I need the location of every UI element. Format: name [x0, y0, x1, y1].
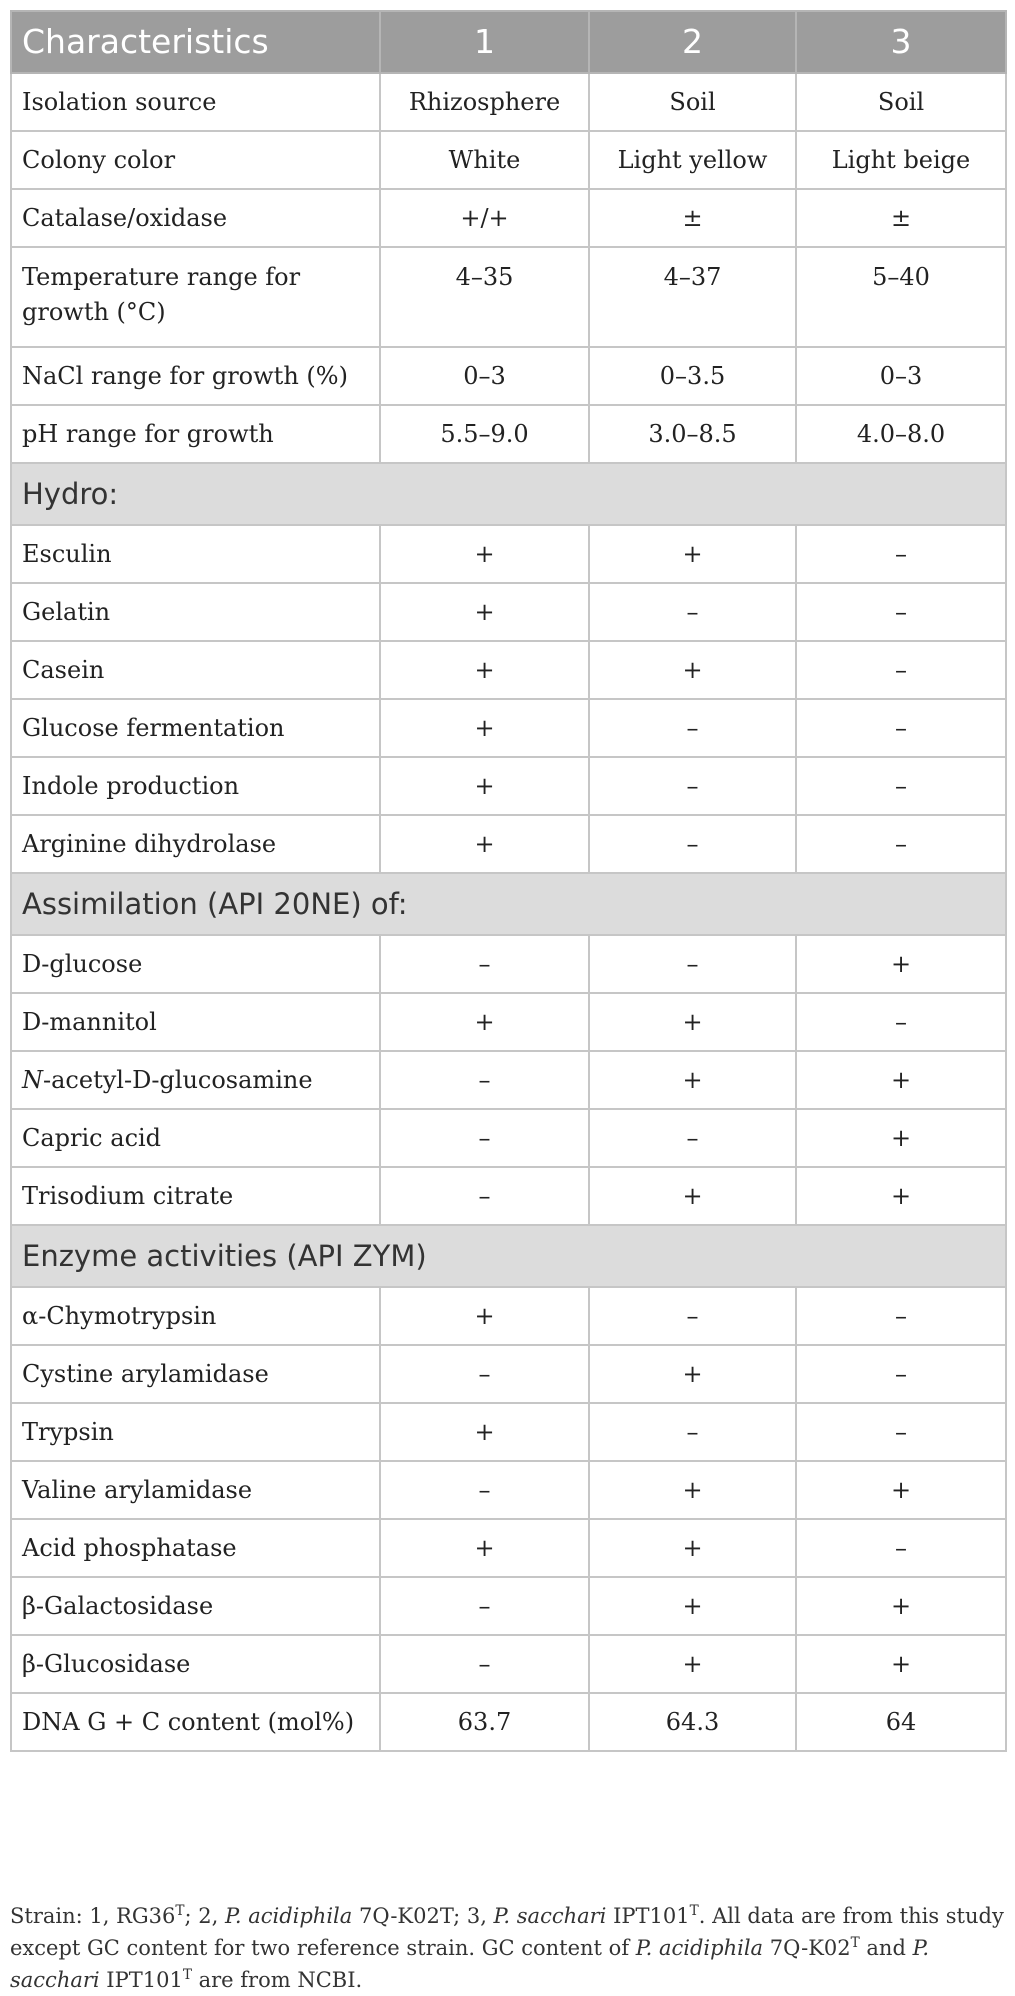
cell-strain-1: + [380, 641, 589, 699]
fn-text: 7Q-K02 [763, 1936, 851, 1960]
cell-strain-2: 4–37 [589, 247, 796, 347]
table-row [11, 583, 1006, 641]
cell-strain-1: + [380, 1287, 589, 1345]
cell-strain-2: + [589, 1167, 796, 1225]
table-header-row [11, 11, 1006, 73]
fn-sup: T [850, 1935, 860, 1951]
header-characteristics: Characteristics [11, 11, 380, 73]
cell-strain-2: + [589, 1635, 796, 1693]
fn-text: are from NCBI. [191, 1968, 363, 1992]
table-row [11, 405, 1006, 463]
cell-strain-1: 5.5–9.0 [380, 405, 589, 463]
cell-strain-3: + [796, 1051, 1006, 1109]
cell-strain-2: 0–3.5 [589, 347, 796, 405]
cell-strain-2: – [589, 583, 796, 641]
cell-strain-2: + [589, 1345, 796, 1403]
cell-strain-1: – [380, 1461, 589, 1519]
cell-strain-1: + [380, 1403, 589, 1461]
section-title-assimilation: Assimilation (API 20NE) of: [11, 873, 1006, 935]
cell-strain-2: + [589, 1051, 796, 1109]
header-strain-3: 3 [796, 11, 1006, 73]
d-prefix: D [22, 1007, 42, 1036]
cell-strain-1: 63.7 [380, 1693, 589, 1751]
section-row-enzyme [11, 1225, 1006, 1287]
cell-strain-2: Soil [589, 73, 796, 131]
row-label: Cystine arylamidase [11, 1345, 380, 1403]
table-row [11, 1519, 1006, 1577]
fn-text: . All data are from this study except GC content for two reference strain. GC content of [10, 1904, 1004, 1960]
table-row [11, 699, 1006, 757]
cell-strain-1: +/+ [380, 189, 589, 247]
table-row [11, 757, 1006, 815]
cell-strain-1: – [380, 1167, 589, 1225]
row-label [11, 1051, 380, 1109]
section-row-assimilation [11, 873, 1006, 935]
table-row [11, 815, 1006, 873]
cell-strain-1: – [380, 1051, 589, 1109]
table-row [11, 247, 1006, 347]
fn-sup: T [175, 1903, 185, 1919]
cell-strain-1: + [380, 525, 589, 583]
table-row [11, 935, 1006, 993]
row-label [11, 935, 380, 993]
cell-strain-2: ± [589, 189, 796, 247]
cell-strain-2: – [589, 699, 796, 757]
cell-strain-3: – [796, 1519, 1006, 1577]
label-text: -glucose [41, 949, 143, 978]
table-row [11, 1109, 1006, 1167]
row-label: Isolation source [11, 73, 380, 131]
row-label: Indole production [11, 757, 380, 815]
cell-strain-2: 3.0–8.5 [589, 405, 796, 463]
row-label: pH range for growth [11, 405, 380, 463]
cell-strain-1: 4–35 [380, 247, 589, 347]
label-text: -glucosamine [151, 1065, 313, 1094]
row-label: NaCl range for growth (%) [11, 347, 380, 405]
table-row [11, 1403, 1006, 1461]
cell-strain-1: + [380, 1519, 589, 1577]
table-row [11, 641, 1006, 699]
cell-strain-2: – [589, 815, 796, 873]
table-row [11, 1287, 1006, 1345]
cell-strain-3: + [796, 1109, 1006, 1167]
fn-sup: T [689, 1903, 699, 1919]
row-label: Catalase/oxidase [11, 189, 380, 247]
table-row [11, 1051, 1006, 1109]
fn-species: P. acidiphila [635, 1936, 764, 1960]
cell-strain-1: – [380, 1109, 589, 1167]
cell-strain-3: – [796, 1345, 1006, 1403]
cell-strain-3: – [796, 993, 1006, 1051]
fn-text: IPT101 [606, 1904, 690, 1928]
row-label: Trypsin [11, 1403, 380, 1461]
row-label: Gelatin [11, 583, 380, 641]
cell-strain-3: – [796, 699, 1006, 757]
cell-strain-1: – [380, 1345, 589, 1403]
section-row-hydro [11, 463, 1006, 525]
cell-strain-1: + [380, 757, 589, 815]
cell-strain-1: + [380, 993, 589, 1051]
cell-strain-3: – [796, 583, 1006, 641]
cell-strain-2: – [589, 757, 796, 815]
cell-strain-2: – [589, 1287, 796, 1345]
fn-text: and [859, 1936, 913, 1960]
row-label: Casein [11, 641, 380, 699]
table-footnote [10, 1900, 1005, 1996]
cell-strain-3: 4.0–8.0 [796, 405, 1006, 463]
label-text: -mannitol [41, 1007, 157, 1036]
cell-strain-3: + [796, 935, 1006, 993]
cell-strain-3: – [796, 1287, 1006, 1345]
table-row [11, 1345, 1006, 1403]
table-row [11, 347, 1006, 405]
cell-strain-2: + [589, 1577, 796, 1635]
n-italic: N [22, 1065, 43, 1094]
table-row [11, 1461, 1006, 1519]
cell-strain-1: – [380, 1577, 589, 1635]
cell-strain-2: + [589, 1519, 796, 1577]
row-label: Colony color [11, 131, 380, 189]
cell-strain-3: – [796, 1403, 1006, 1461]
cell-strain-2: + [589, 1461, 796, 1519]
row-label: Trisodium citrate [11, 1167, 380, 1225]
cell-strain-1: + [380, 583, 589, 641]
table-row [11, 189, 1006, 247]
header-strain-2: 2 [589, 11, 796, 73]
cell-strain-3: 0–3 [796, 347, 1006, 405]
header-strain-1: 1 [380, 11, 589, 73]
table-row [11, 1167, 1006, 1225]
row-label: α-Chymotrypsin [11, 1287, 380, 1345]
row-label: β-Glucosidase [11, 1635, 380, 1693]
row-label: Capric acid [11, 1109, 380, 1167]
fn-species: P. sacchari [493, 1904, 607, 1928]
d-prefix: D [22, 949, 42, 978]
label-text: -acetyl- [43, 1065, 133, 1094]
cell-strain-1: White [380, 131, 589, 189]
row-label: Temperature range for growth (°C) [11, 247, 380, 347]
row-label: Esculin [11, 525, 380, 583]
row-label: Glucose fermentation [11, 699, 380, 757]
cell-strain-1: 0–3 [380, 347, 589, 405]
cell-strain-2: + [589, 641, 796, 699]
cell-strain-3: 5–40 [796, 247, 1006, 347]
cell-strain-3: + [796, 1635, 1006, 1693]
table-row [11, 1577, 1006, 1635]
cell-strain-2: Light yellow [589, 131, 796, 189]
cell-strain-1: – [380, 935, 589, 993]
cell-strain-2: 64.3 [589, 1693, 796, 1751]
row-label [11, 993, 380, 1051]
cell-strain-1: Rhizosphere [380, 73, 589, 131]
table-row [11, 131, 1006, 189]
row-label: Arginine dihydrolase [11, 815, 380, 873]
footnote-text [10, 1900, 1005, 1996]
cell-strain-3: 64 [796, 1693, 1006, 1751]
fn-text: ; 2, [184, 1904, 225, 1928]
table-row [11, 1635, 1006, 1693]
section-title-enzyme: Enzyme activities (API ZYM) [11, 1225, 1006, 1287]
row-label: DNA G + C content (mol%) [11, 1693, 380, 1751]
cell-strain-1: + [380, 815, 589, 873]
cell-strain-3: – [796, 757, 1006, 815]
fn-sup: T [182, 1967, 192, 1983]
characteristics-table [10, 10, 1007, 1752]
fn-text: Strain: 1, RG36 [10, 1904, 176, 1928]
row-label: β-Galactosidase [11, 1577, 380, 1635]
cell-strain-3: Soil [796, 73, 1006, 131]
cell-strain-3: ± [796, 189, 1006, 247]
table-row-dna [11, 1693, 1006, 1751]
table-row [11, 993, 1006, 1051]
section-title-hydro: Hydro: [11, 463, 1006, 525]
cell-strain-1: + [380, 699, 589, 757]
fn-text: IPT101 [99, 1968, 183, 1992]
cell-strain-3: – [796, 641, 1006, 699]
cell-strain-3: – [796, 815, 1006, 873]
row-label: Valine arylamidase [11, 1461, 380, 1519]
fn-species: P. sacchari [10, 1936, 930, 1992]
cell-strain-2: + [589, 525, 796, 583]
fn-species: P. acidiphila [224, 1904, 353, 1928]
cell-strain-3: + [796, 1577, 1006, 1635]
fn-text: 7Q-K02T; 3, [352, 1904, 494, 1928]
cell-strain-3: Light beige [796, 131, 1006, 189]
cell-strain-2: – [589, 935, 796, 993]
row-label: Acid phosphatase [11, 1519, 380, 1577]
cell-strain-3: + [796, 1461, 1006, 1519]
cell-strain-2: – [589, 1109, 796, 1167]
table-row [11, 73, 1006, 131]
cell-strain-3: + [796, 1167, 1006, 1225]
table-row [11, 525, 1006, 583]
cell-strain-2: – [589, 1403, 796, 1461]
d-prefix: D [132, 1065, 152, 1094]
cell-strain-2: + [589, 993, 796, 1051]
cell-strain-1: – [380, 1635, 589, 1693]
cell-strain-3: – [796, 525, 1006, 583]
